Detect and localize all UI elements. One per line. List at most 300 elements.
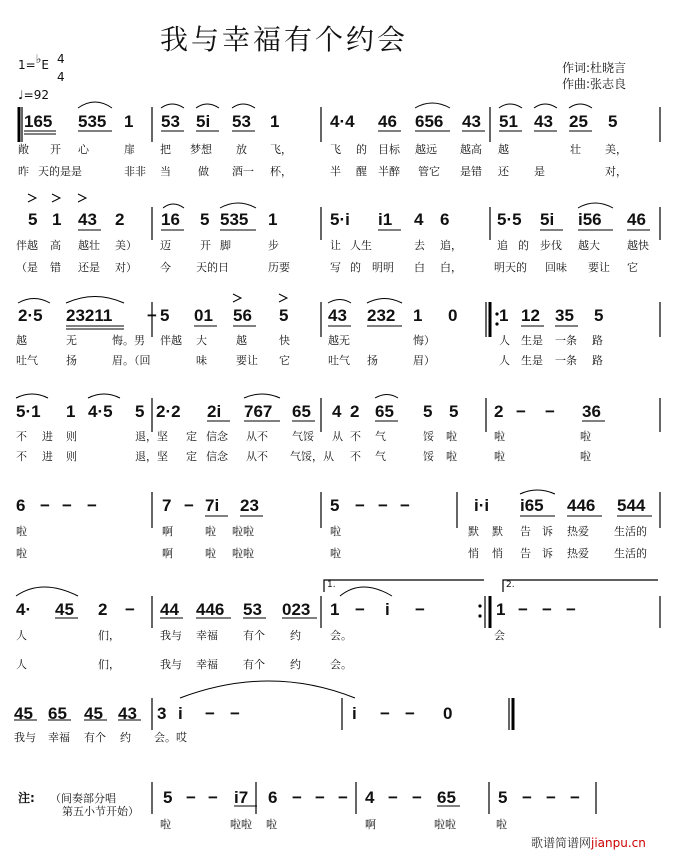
lyric-verse-1: 啦	[494, 430, 505, 443]
lyric-verse-1: 生是	[521, 334, 543, 347]
note: −	[380, 704, 390, 723]
note: −	[516, 402, 526, 421]
lyric-verse-1: 路	[592, 334, 603, 347]
lyric-verse-1: 有个	[243, 629, 265, 642]
note: −	[542, 600, 552, 619]
lyric-verse-2: 会。	[330, 658, 352, 671]
lyric-verse-1: 心	[78, 143, 89, 156]
volta-first-label: 1.	[327, 580, 336, 590]
slur	[78, 102, 112, 108]
key-prefix: 1=	[18, 58, 36, 72]
note: −	[125, 600, 135, 619]
note: 0	[448, 306, 458, 325]
repeat-dot	[478, 604, 481, 607]
lyric-verse-2: 啦	[205, 547, 216, 560]
lyric-verse-2: 幸福	[196, 658, 218, 671]
lyric-verse-1: 啦	[266, 818, 277, 831]
lyric-verse-2: 悄	[468, 547, 479, 560]
note: 65	[375, 402, 394, 421]
lyric-verse-2: 人	[499, 354, 510, 367]
accent	[233, 294, 241, 302]
note: −	[388, 788, 398, 807]
note: −	[87, 496, 97, 515]
lyric-verse-2: 啦	[446, 450, 457, 463]
slur	[499, 104, 522, 108]
lyric-verse-1: 啦	[446, 430, 457, 443]
lyric-verse-1: 让	[330, 239, 341, 252]
note: 4·	[16, 600, 32, 619]
lyric-verse-2: 是错	[460, 165, 482, 178]
lyric-verse-2: 约	[290, 658, 301, 671]
lyric-verse-1: 越远	[415, 143, 437, 156]
lyric-verse-2: 信念	[206, 450, 228, 463]
lyric-verse-2: 白	[414, 261, 425, 274]
lyric-verse-1: 信念	[206, 430, 228, 443]
note: 01	[194, 306, 213, 325]
lyric-verse-2: 昨	[18, 165, 29, 178]
lyric-verse-2: 今	[160, 261, 171, 274]
note: i56	[578, 210, 602, 229]
note: 5	[160, 306, 170, 325]
lyric-verse-1: 无	[66, 334, 77, 347]
lyric-verse-2: 吐气	[328, 354, 350, 367]
lyric-verse-2: 还	[498, 165, 509, 178]
lyric-verse-1: 越快	[627, 239, 649, 252]
lyric-verse-2: 要让	[236, 354, 258, 367]
lyric-verse-1: 馁	[423, 430, 434, 443]
lyric-verse-1: 们，	[98, 629, 120, 642]
lyric-verse-2: 馁	[423, 450, 434, 463]
note: 1	[52, 210, 62, 229]
note: 16	[161, 210, 180, 229]
slur	[328, 300, 351, 304]
note: 3	[157, 704, 167, 723]
note: −	[338, 788, 348, 807]
lyric-verse-1: 目标	[378, 143, 400, 156]
lyric-verse-1: 越壮	[78, 239, 100, 252]
quarter-note-icon: ♩	[18, 88, 24, 102]
note: 2	[350, 402, 360, 421]
note: 4	[414, 210, 424, 229]
slur	[180, 681, 355, 698]
note: 544	[617, 496, 646, 515]
note: −	[570, 788, 580, 807]
note: i65	[520, 496, 544, 515]
note: 5	[279, 306, 289, 325]
slur	[16, 587, 78, 596]
lyric-verse-1: 定	[186, 430, 197, 443]
note: −	[518, 600, 528, 619]
lyric-verse-2: 从不	[246, 450, 268, 463]
lyric-verse-2: 做	[198, 165, 209, 178]
lyric-verse-1: 我与	[14, 731, 36, 744]
lyric-verse-2: 生是	[521, 354, 543, 367]
lyric-verse-2: 管它	[418, 165, 440, 178]
lyric-verse-2: 吐气	[16, 354, 38, 367]
lyric-verse-1: 一条	[555, 334, 577, 347]
note: 0	[443, 704, 453, 723]
note: 5	[608, 112, 618, 131]
note: −	[184, 496, 194, 515]
slur	[367, 299, 402, 304]
lyric-verse-2: 扬	[66, 354, 77, 367]
note: 5	[423, 402, 433, 421]
note: 1	[270, 112, 280, 131]
slur	[88, 394, 120, 398]
lyric-verse-2: 进	[42, 450, 53, 463]
lyric-verse-1: 气馁	[292, 430, 314, 443]
lyric-verse-2: 气	[375, 450, 386, 463]
note: 446	[196, 600, 225, 619]
note: 6	[440, 210, 450, 229]
volta-second-bracket	[503, 580, 658, 592]
lyric-verse-1: 飞，	[270, 143, 292, 156]
lyric-verse-2: 啦	[494, 450, 505, 463]
note: 2i	[207, 402, 222, 421]
lyric-verse-2: 对，	[605, 165, 627, 178]
note: 65	[437, 788, 456, 807]
note: 43	[328, 306, 347, 325]
lyric-verse-2: 路	[592, 354, 603, 367]
lyric-verse-2: 气馁，从	[290, 450, 334, 463]
note: 5	[200, 210, 210, 229]
lyric-verse-2: 对）	[115, 261, 137, 274]
note: −	[208, 788, 218, 807]
lyric-verse-1: 啦啦	[230, 818, 252, 831]
note: 23211	[66, 306, 113, 325]
note: 5	[449, 402, 459, 421]
lyric-verse-1: 约	[120, 731, 131, 744]
slur	[196, 104, 219, 108]
note: 1	[330, 600, 340, 619]
note: 36	[582, 402, 601, 421]
lyric-verse-2: 啦	[16, 547, 27, 560]
lyric-verse-2: 定	[186, 450, 197, 463]
note: 4·4	[330, 112, 355, 131]
note: 35	[555, 306, 574, 325]
lyric-verse-1: 不	[350, 430, 361, 443]
lyric-verse-1: 幸福	[48, 731, 70, 744]
lyric-verse-1: 幸福	[196, 629, 218, 642]
lyric-verse-1: 伴越	[16, 239, 38, 252]
note: 1	[413, 306, 423, 325]
note: −	[566, 600, 576, 619]
note-line-1: （间奏部分唱	[50, 792, 116, 805]
note: 5i	[540, 210, 555, 229]
note: 535	[220, 210, 249, 229]
lyric-verse-1: 越大	[578, 239, 600, 252]
accent	[279, 294, 287, 302]
lyric-verse-1: 迈	[160, 239, 171, 252]
note: 1	[268, 210, 278, 229]
lyric-verse-2: 明天的	[494, 261, 527, 274]
slur	[232, 104, 255, 108]
note: i	[352, 704, 357, 723]
lyric-verse-2: 半	[330, 165, 341, 178]
key-flat: ♭	[35, 52, 42, 66]
note: 5	[498, 788, 508, 807]
lyric-verse-1: 把	[160, 143, 171, 156]
note: 51	[499, 112, 518, 131]
lyric-verse-1: 有个	[84, 731, 106, 744]
lyric-verse-2: 半醉	[378, 165, 400, 178]
lyric-verse-1: 啦	[496, 818, 507, 831]
lyric-verse-1: 人生	[350, 239, 372, 252]
accent	[28, 194, 36, 202]
lyric-verse-1: 诉	[542, 525, 553, 538]
note: −	[147, 306, 157, 325]
lyric-verse-2: 生活的	[614, 547, 647, 560]
note: 25	[569, 112, 588, 131]
slur	[163, 204, 184, 208]
note: 2	[115, 210, 125, 229]
note: 46	[627, 210, 646, 229]
note: −	[378, 496, 388, 515]
lyric-verse-2: 杯，	[270, 165, 292, 178]
note: 1	[124, 112, 134, 131]
note: 5	[135, 402, 145, 421]
lyric-verse-1: 高	[50, 239, 61, 252]
key-note: E	[41, 58, 49, 72]
repeat-dot	[495, 312, 498, 315]
lyric-verse-1: 越	[498, 143, 509, 156]
lyric-verse-2: 告	[520, 547, 531, 560]
lyric-verse-1: 扉	[124, 143, 135, 156]
lyric-verse-2: 它	[627, 261, 638, 274]
lyric-verse-2: 热爱	[567, 547, 589, 560]
lyric-verse-1: 步	[268, 239, 279, 252]
lyric-verse-2: 不	[16, 450, 27, 463]
lyric-verse-1: 从	[332, 430, 343, 443]
note: 53	[243, 600, 262, 619]
note: 165	[24, 112, 53, 131]
lyric-verse-2: 回味	[545, 261, 567, 274]
lyric-verse-1: 进	[42, 430, 53, 443]
volta-second-label: 2.	[506, 580, 515, 590]
lyric-verse-2: 们，	[98, 658, 120, 671]
lyric-verse-1: 约	[290, 629, 301, 642]
lyric-verse-2: 要让	[588, 261, 610, 274]
lyric-verse-1: 告	[520, 525, 531, 538]
note: 7	[162, 496, 172, 515]
lyric-verse-1: 悔）	[413, 334, 435, 347]
lyric-verse-1: 开	[200, 239, 211, 252]
slur	[534, 104, 557, 108]
page-title: 我与幸福有个约会	[160, 23, 409, 56]
note: 43	[462, 112, 481, 131]
note-line-2: 第五小节开始）	[62, 805, 139, 818]
slur	[569, 104, 592, 108]
note: 43	[118, 704, 137, 723]
lyric-verse-1: 追，	[440, 239, 462, 252]
note: i·i	[474, 496, 490, 515]
tempo-value: =92	[23, 88, 49, 102]
lyric-verse-1: 脚	[220, 239, 231, 252]
note: 45	[55, 600, 74, 619]
note: −	[522, 788, 532, 807]
lyric-verse-1: 默	[468, 525, 479, 538]
slur	[578, 203, 613, 208]
note: 23	[240, 496, 259, 515]
lyric-verse-1: 追	[497, 239, 508, 252]
lyric-verse-2: 是	[534, 165, 545, 178]
lyric-verse-2: 退，坚	[135, 450, 168, 463]
lyric-verse-2: 啦	[580, 450, 591, 463]
note: 45	[84, 704, 103, 723]
lyric-verse-1: 热爱	[567, 525, 589, 538]
time-top: 4	[57, 52, 65, 66]
note: 43	[534, 112, 553, 131]
lyric-verse-2: 的	[350, 261, 361, 274]
lyric-verse-1: 啦啦	[232, 525, 254, 538]
note: 446	[567, 496, 596, 515]
lyric-verse-1: 的	[518, 239, 529, 252]
note: 56	[233, 306, 252, 325]
note: 65	[292, 402, 311, 421]
slur	[340, 587, 392, 596]
lyric-verse-2: 当	[160, 165, 171, 178]
lyric-verse-2: 天的日	[196, 261, 229, 274]
lyric-verse-2: 白，	[440, 261, 462, 274]
slur	[520, 490, 555, 494]
note: 023	[282, 600, 311, 619]
lyric-verse-1: 步伐	[540, 239, 562, 252]
lyric-verse-1: 默	[492, 525, 503, 538]
lyric-verse-1: 越高	[460, 143, 482, 156]
lyric-verse-2: 错	[50, 261, 61, 274]
lyric-verse-2: 天的是是	[38, 165, 82, 178]
slur	[18, 299, 50, 304]
lyric-verse-1: 美）	[115, 239, 137, 252]
note: i7	[234, 788, 249, 807]
lyric-verse-1: 敞	[18, 143, 29, 156]
lyric-verse-1: 啊	[365, 818, 376, 831]
note: 2	[494, 402, 504, 421]
lyricist-credit: 作词:杜晓言	[562, 61, 627, 75]
watermark-url: jianpu.cn	[591, 836, 646, 850]
note: 12	[521, 306, 540, 325]
note: i	[178, 704, 183, 723]
lyric-verse-2: 扬	[367, 354, 378, 367]
note: i	[385, 600, 390, 619]
lyric-verse-2: （是	[16, 261, 38, 274]
lyric-verse-2: 写	[330, 261, 341, 274]
lyric-verse-1: 啊	[162, 525, 173, 538]
note: −	[315, 788, 325, 807]
note: 53	[161, 112, 180, 131]
note: −	[40, 496, 50, 515]
lyric-verse-1: 啦	[580, 430, 591, 443]
note: 5	[163, 788, 173, 807]
lyric-verse-1: 会。	[330, 629, 352, 642]
lyric-verse-2: 诉	[542, 547, 553, 560]
lyric-verse-1: 从不	[246, 430, 268, 443]
note: 767	[244, 402, 273, 421]
lyric-verse-1: 开	[50, 143, 61, 156]
lyric-verse-2: 醒	[356, 165, 367, 178]
note: 535	[78, 112, 107, 131]
lyric-verse-2: 明明	[372, 261, 394, 274]
lyric-verse-1: 啦	[330, 525, 341, 538]
lyric-verse-2: 酒一	[232, 165, 254, 178]
lyric-verse-1: 我与	[160, 629, 182, 642]
lyric-verse-2: 人	[16, 658, 27, 671]
lyric-verse-2: 悄	[492, 547, 503, 560]
note: 2·5	[18, 306, 43, 325]
lyric-verse-1: 生活的	[614, 525, 647, 538]
lyric-verse-2: 啦啦	[232, 547, 254, 560]
note: 46	[378, 112, 397, 131]
slur	[66, 297, 124, 304]
repeat-dot	[495, 322, 498, 325]
lyric-verse-1: 啦	[160, 818, 171, 831]
note: 6	[16, 496, 26, 515]
note: 4	[332, 402, 342, 421]
accent	[78, 194, 86, 202]
note: 1	[66, 402, 76, 421]
note: 65	[48, 704, 67, 723]
lyric-verse-2: 我与	[160, 658, 182, 671]
lyric-verse-2: 它	[279, 354, 290, 367]
lyric-verse-2: 还是	[78, 261, 100, 274]
lyric-verse-1: 大	[196, 334, 207, 347]
lyric-verse-1: 退，坚	[135, 430, 168, 443]
lyric-verse-2: 则	[66, 450, 77, 463]
lyric-verse-2: 啦	[330, 547, 341, 560]
note: −	[292, 788, 302, 807]
lyric-verse-2: 一条	[555, 354, 577, 367]
lyric-verse-1: 啦啦	[434, 818, 456, 831]
lyric-verse-1: 越无	[328, 334, 350, 347]
lyric-verse-1: 美，	[605, 143, 627, 156]
lyric-verse-1: 不	[16, 430, 27, 443]
note: 45	[14, 704, 33, 723]
lyric-verse-1: 的	[356, 143, 367, 156]
lyric-verse-1: 越	[236, 334, 247, 347]
lyric-verse-2: 味	[196, 354, 207, 367]
composer-credit: 作曲:张志良	[562, 77, 627, 91]
note: 656	[415, 112, 444, 131]
note: 5	[28, 210, 38, 229]
lyric-verse-1: 伴越	[160, 334, 182, 347]
note: −	[412, 788, 422, 807]
note: 5	[330, 496, 340, 515]
slur	[16, 394, 48, 398]
time-bottom: 4	[57, 70, 65, 84]
lyric-verse-1: 悔。男	[112, 334, 145, 347]
lyric-verse-1: 气	[375, 430, 386, 443]
note: 5i	[196, 112, 211, 131]
slur	[415, 103, 450, 108]
note-label: 注:	[18, 791, 35, 805]
note: −	[400, 496, 410, 515]
note: 4	[365, 788, 375, 807]
lyric-verse-1: 飞	[330, 143, 341, 156]
slur	[161, 104, 184, 108]
lyric-verse-2: 眉。（回	[112, 354, 151, 367]
note: 5	[594, 306, 604, 325]
lyric-verse-1: 啦	[16, 525, 27, 538]
lyric-verse-1: 越	[16, 334, 27, 347]
note: 5·i	[330, 210, 350, 229]
note: 53	[232, 112, 251, 131]
lyric-verse-1: 去	[414, 239, 425, 252]
lyric-verse-1: 人	[16, 629, 27, 642]
note: −	[186, 788, 196, 807]
lyric-verse-1: 啦	[205, 525, 216, 538]
note: −	[205, 704, 215, 723]
repeat-dot	[478, 614, 481, 617]
